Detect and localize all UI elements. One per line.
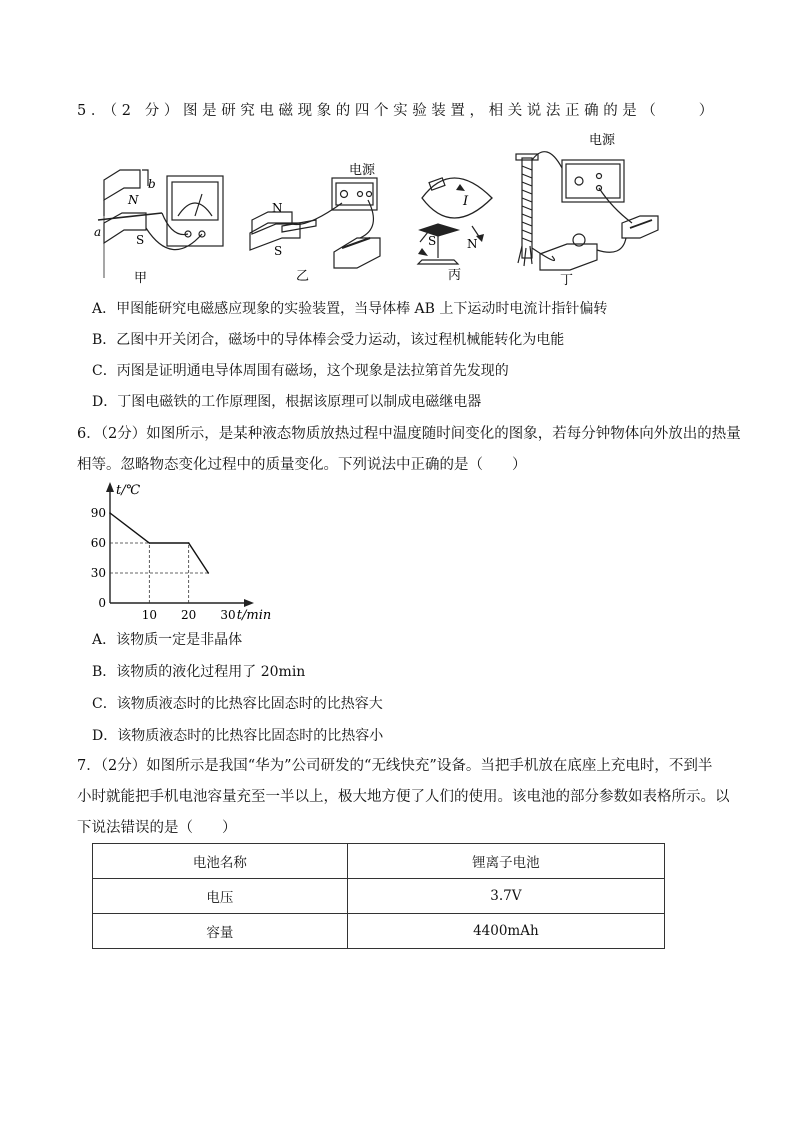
data-point bbox=[188, 542, 190, 544]
q5-option-d: D．丁图电磁铁的工作原理图，根据该原理可以制成电磁继电器 bbox=[92, 394, 482, 410]
q7-stem-line2: 小时就能把手机电池容量充至一半以上，极大地方便了人们的使用。该电池的部分参数如表格所示。以 bbox=[77, 789, 730, 805]
q6-stem-line2: 相等。忽略物态变化过程中的质量变化。下列说法中正确的是（ ） bbox=[77, 457, 527, 473]
y-tick-label: 90 bbox=[90, 506, 106, 520]
data-point bbox=[208, 572, 210, 574]
label-s1: S bbox=[136, 233, 145, 247]
data-point bbox=[109, 512, 111, 514]
q7-stem-line1: 7．（2分）如图所示是我国“华为”公司研发的“无线快充”设备。当把手机放在底座上充电时，不到半 bbox=[77, 758, 713, 774]
label-s3: S bbox=[428, 234, 437, 248]
label-n1: N bbox=[128, 193, 139, 207]
q5-figure bbox=[92, 128, 662, 288]
q5-option-b: B．乙图中开关闭合，磁场中的导体棒会受力运动，该过程机械能转化为电能 bbox=[92, 332, 565, 348]
y-tick-label: 60 bbox=[90, 536, 106, 550]
table-cell: 锂离子电池 bbox=[347, 844, 664, 879]
jia-apparatus bbox=[98, 170, 223, 278]
table-row bbox=[93, 914, 665, 949]
table-cell: 电池名称 bbox=[93, 844, 348, 879]
label-b: b bbox=[148, 177, 156, 191]
x-axis-label: t/min bbox=[236, 608, 272, 623]
label-power1: 电源 bbox=[349, 163, 376, 178]
label-bing: 丙 bbox=[448, 268, 462, 283]
q5-option-c: C．丙图是证明通电导体周围有磁场，这个现象是法拉第首先发现的 bbox=[92, 363, 509, 379]
y-tick-label: 0 bbox=[98, 596, 106, 610]
q6-option-c: C．该物质液态时的比热容比固态时的比热容大 bbox=[92, 696, 383, 712]
q6-option-a: A．该物质一定是非晶体 bbox=[92, 632, 243, 648]
bing-apparatus bbox=[418, 178, 492, 264]
x-tick-label: 10 bbox=[141, 608, 157, 622]
table-cell: 4400mAh bbox=[347, 914, 664, 949]
q6-option-d: D．该物质液态时的比热容比固态时的比热容小 bbox=[92, 728, 384, 744]
label-jia: 甲 bbox=[134, 271, 148, 286]
x-tick-label: 20 bbox=[181, 608, 197, 622]
q5-option-a: A．甲图能研究电磁感应现象的实验装置，当导体棒 AB 上下运动时电流计指针偏转 bbox=[92, 301, 608, 317]
label-n2: N bbox=[272, 201, 283, 215]
x-axis-arrow bbox=[244, 599, 254, 607]
yi-apparatus bbox=[250, 178, 380, 268]
y-tick-label: 30 bbox=[90, 566, 106, 580]
q5-stem: 5．（2 分）图是研究电磁现象的四个实验装置，相关说法正确的是（ ） bbox=[77, 103, 718, 119]
table-cell: 电压 bbox=[93, 879, 348, 914]
y-axis-arrow bbox=[106, 482, 114, 492]
label-yi: 乙 bbox=[296, 269, 310, 284]
label-i: I bbox=[463, 194, 469, 209]
label-power2: 电源 bbox=[589, 133, 616, 148]
data-point bbox=[149, 542, 151, 544]
x-tick-label: 30 bbox=[220, 608, 236, 622]
temperature-time-chart bbox=[86, 478, 286, 628]
label-s2: S bbox=[274, 244, 283, 258]
q7-stem-line3: 下说法错误的是（ ） bbox=[77, 820, 237, 836]
label-n3: N bbox=[467, 237, 478, 251]
battery-table bbox=[92, 843, 665, 949]
table-row bbox=[93, 844, 665, 879]
table-row bbox=[93, 879, 665, 914]
series-line bbox=[110, 513, 208, 573]
table-cell: 容量 bbox=[93, 914, 348, 949]
q6-option-b: B．该物质的液化过程用了 20min bbox=[92, 664, 306, 680]
ding-apparatus bbox=[516, 152, 658, 270]
label-a: a bbox=[94, 225, 102, 239]
q6-stem-line1: 6．（2分）如图所示，是某种液态物质放热过程中温度随时间变化的图象，若每分钟物体向外放出的热量 bbox=[77, 426, 741, 442]
label-ding: 丁 bbox=[560, 273, 574, 288]
y-axis-label: t/℃ bbox=[116, 483, 141, 498]
table-cell: 3.7V bbox=[347, 879, 664, 914]
